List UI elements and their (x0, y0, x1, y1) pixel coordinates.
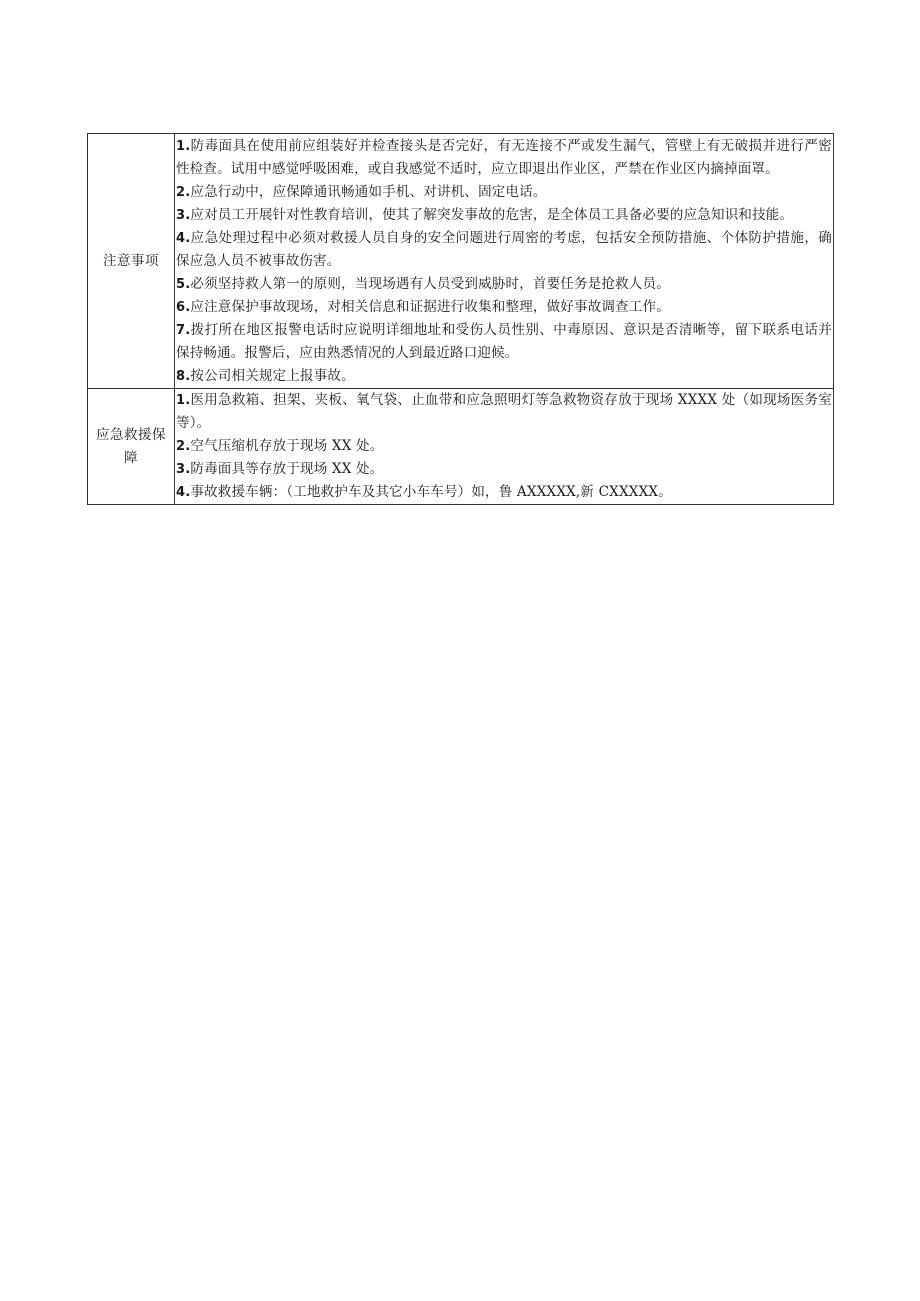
notes-row (88, 134, 834, 389)
support-item: 2.空气压缩机存放于现场 XX 处。 (176, 438, 384, 454)
notes-item: 1.防毒面具在使用前应组装好并检查接头是否完好，有无连接不严或发生漏气，管壁上有无破损并进行严密性检查。试用中感觉呼吸困难，或自我感觉不适时，应立即退出作业区，严禁在作业区内摘掉面罩。 (176, 138, 832, 177)
notes-item: 3.应对员工开展针对性教育培训，使其了解突发事故的危害，是全体员工具备必要的应急知识和技能。 (176, 207, 794, 223)
notes-item: 5.必须坚持救人第一的原则，当现场遇有人员受到威胁时，首要任务是抢救人员。 (176, 276, 670, 292)
notes-label: 注意事项 (88, 134, 175, 389)
support-label: 应急救援保障 (88, 389, 175, 505)
notes-item: 4.应急处理过程中必须对救援人员自身的安全问题进行周密的考虑，包括安全预防措施、个体防护措施，确保应急人员不被事故伤害。 (176, 230, 832, 269)
support-content (175, 389, 834, 505)
notes-item: 7.拨打所在地区报警电话时应说明详细地址和受伤人员性别、中毒原因、意识是否清晰等，留下联系电话并保持畅通。报警后，应由熟悉情况的人到最近路口迎候。 (176, 322, 832, 361)
support-row (88, 389, 834, 505)
support-item: 1.医用急救箱、担架、夹板、氧气袋、止血带和应急照明灯等急救物资存放于现场 XXXX 处（如现场医务室等）。 (176, 392, 832, 431)
notes-content (175, 134, 834, 389)
emergency-info-table (87, 133, 834, 505)
notes-item: 8.按公司相关规定上报事故。 (176, 368, 355, 384)
notes-item: 6.应注意保护事故现场，对相关信息和证据进行收集和整理，做好事故调查工作。 (176, 299, 670, 315)
support-item: 3.防毒面具等存放于现场 XX 处。 (176, 461, 384, 477)
support-item: 4.事故救援车辆：（工地救护车及其它小车车号）如，鲁 AXXXXX,新 CXXXXX。 (176, 484, 672, 500)
notes-item: 2.应急行动中，应保障通讯畅通如手机、对讲机、固定电话。 (176, 184, 547, 200)
